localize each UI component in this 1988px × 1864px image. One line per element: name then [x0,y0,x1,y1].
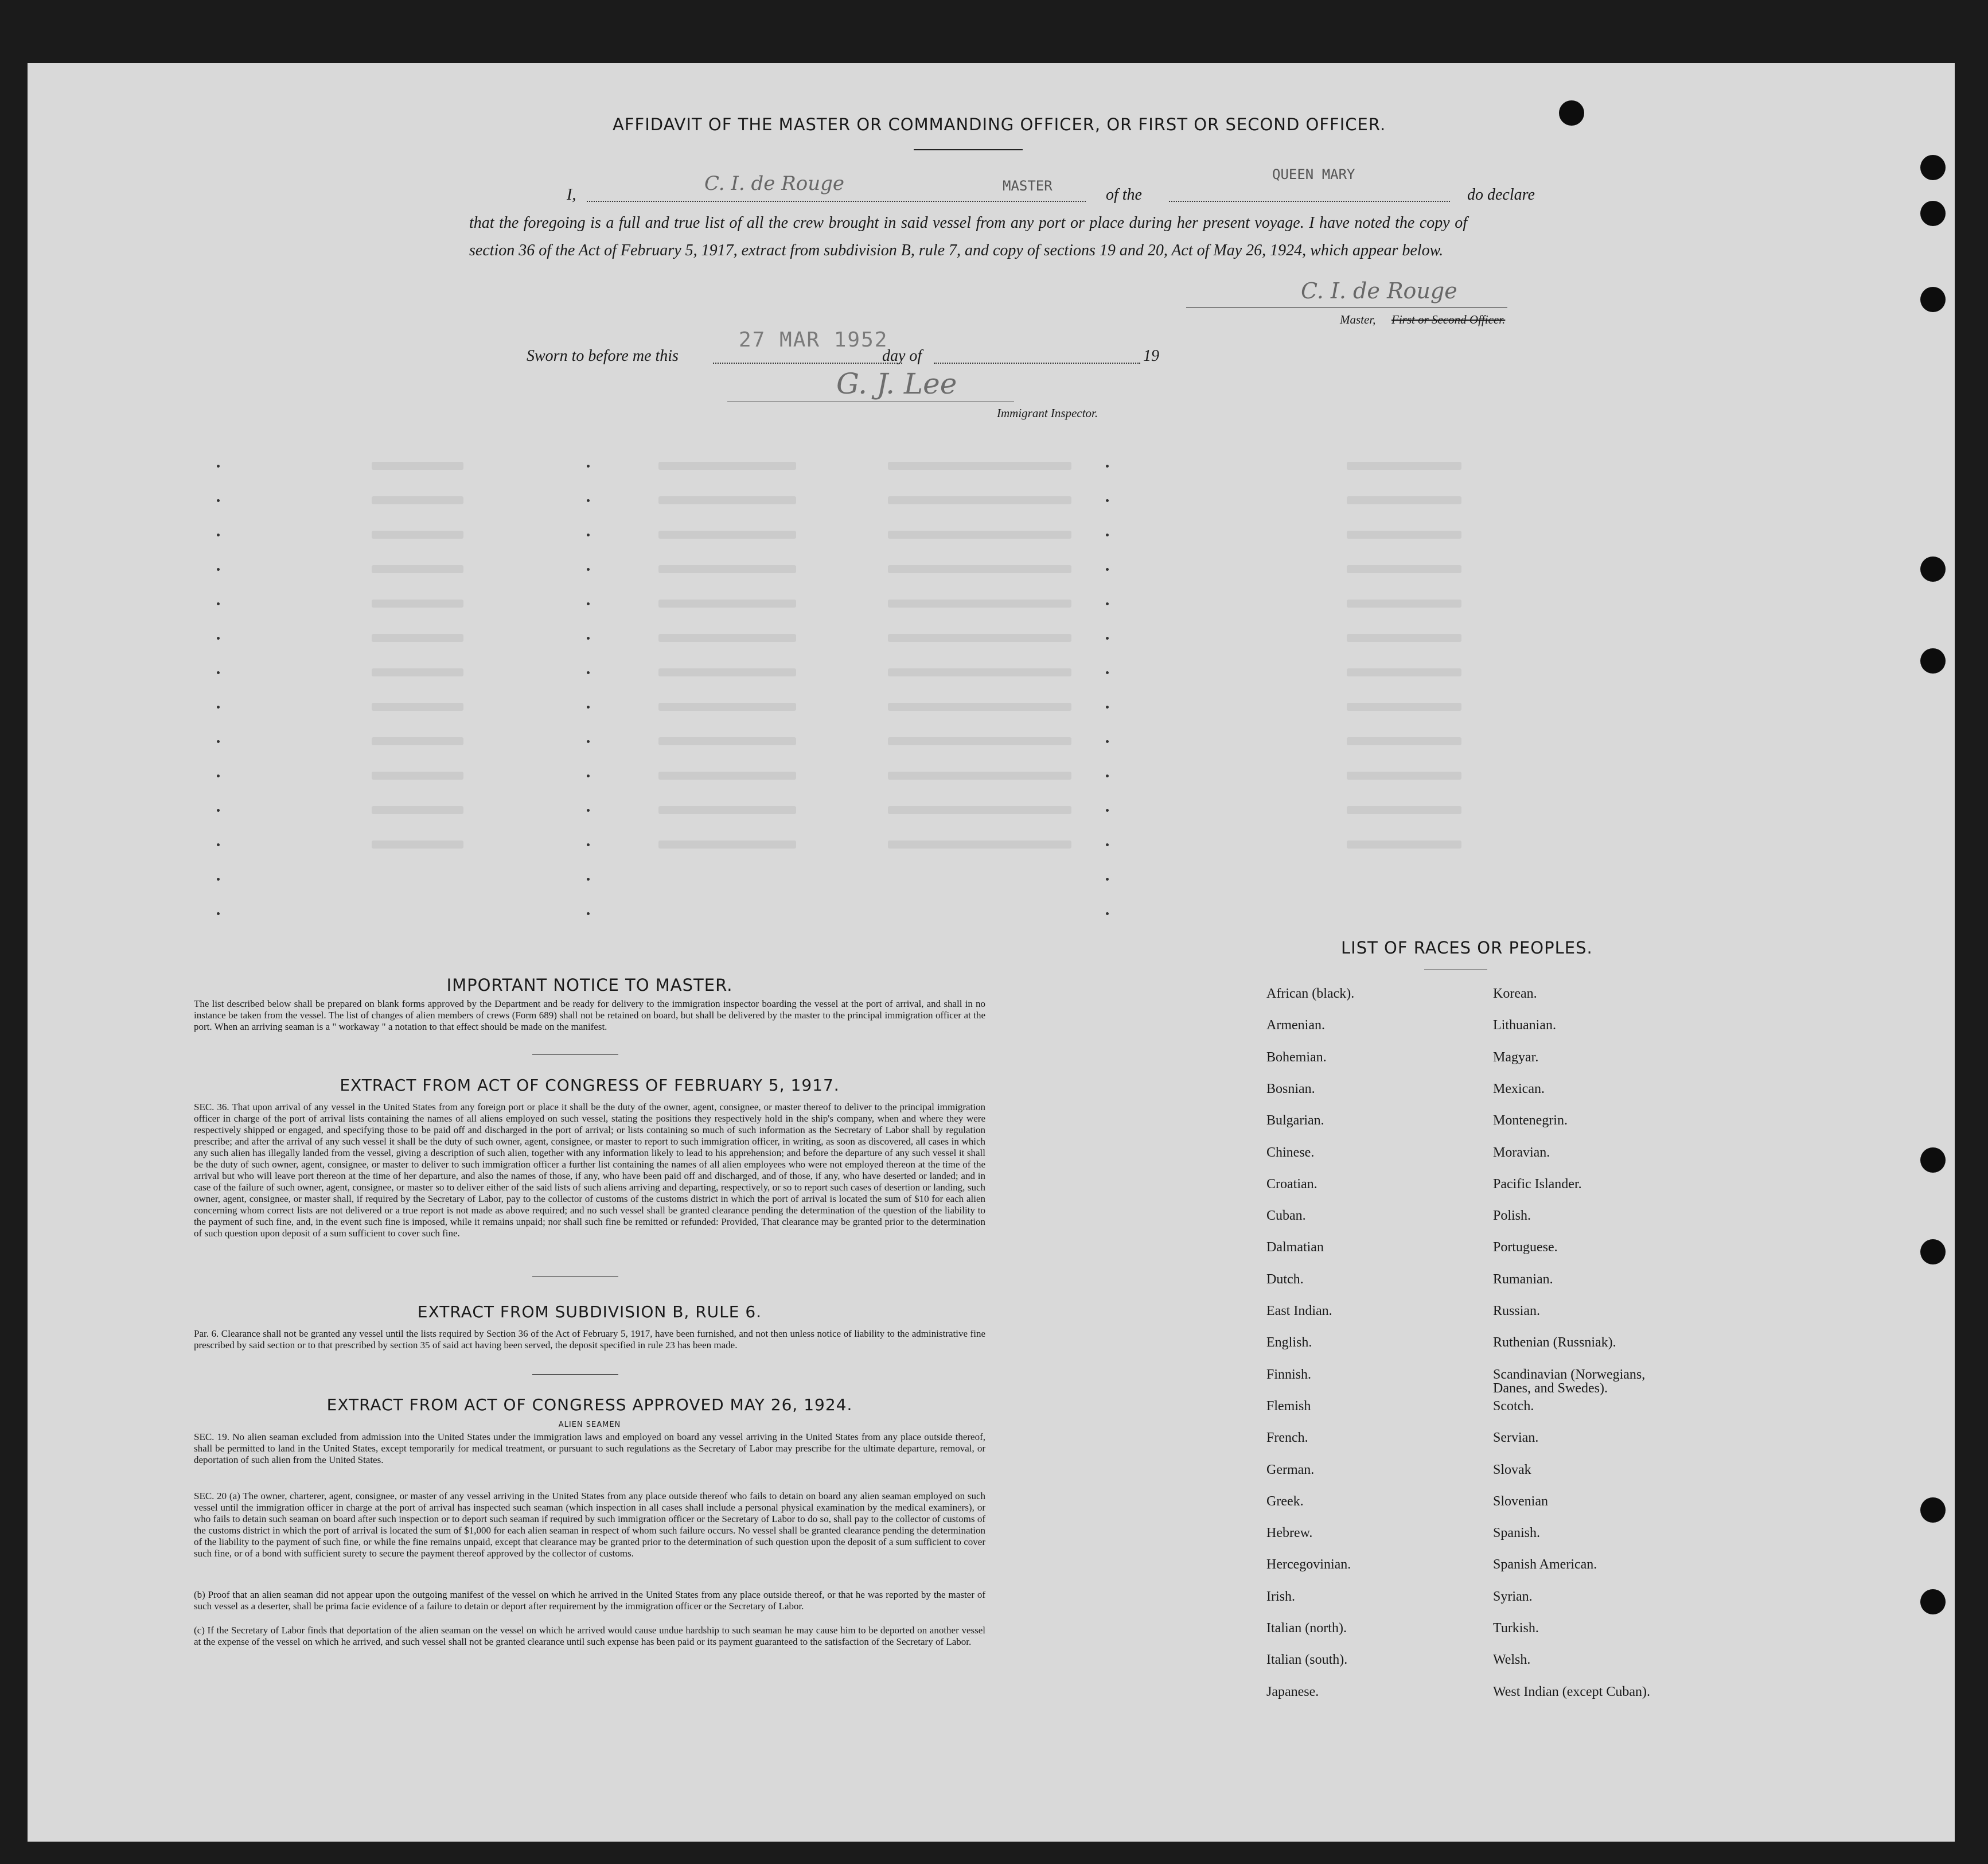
race-item: Magyar. [1493,1049,1539,1065]
master-label: Master, [1340,313,1376,326]
faded-text-band [888,565,1071,573]
faded-text-band [1347,668,1461,676]
faded-text-band [888,531,1071,539]
row-dot-marker [1106,775,1109,777]
race-item: Portuguese. [1493,1240,1558,1255]
race-item: East Indian. [1266,1303,1332,1318]
punch-hole [1920,648,1946,674]
races-title: LIST OF RACES OR PEOPLES. [1341,938,1593,958]
sworn-label: Sworn to before me this [527,347,679,365]
faded-text-band [1347,496,1461,504]
faded-text-band [888,496,1071,504]
row-dot-marker [217,843,220,846]
row-dot-marker [587,878,590,881]
faded-text-band [888,840,1071,849]
row-dot-marker [587,843,590,846]
of-the-label: of the [1106,186,1142,204]
race-item: Hercegovinian. [1266,1557,1351,1573]
typed-vessel-name: QUEEN MARY [1272,166,1355,182]
row-dot-marker [1106,671,1109,674]
master-name-signature: C. I. de Rouge [704,172,845,195]
punch-hole [1920,1589,1946,1614]
faded-text-band [1347,772,1461,780]
race-item: Flemish [1266,1398,1311,1414]
faded-text-band [658,668,796,676]
race-item: French. [1266,1430,1308,1446]
faded-text-band [888,737,1071,745]
faded-text-band [658,496,796,504]
faded-text-band [1347,462,1461,470]
faded-text-band [888,634,1071,642]
sec20c-text: (c) If the Secretary of Labor finds that deportation of the alien seaman on the vessel on which he arrived would cause undue hardship to such seaman he may cause him to be deported on another vessel at the expense of the vessel on which he arrived, and such vessel shall not be granted clearance until such expense has been paid or its payment guaranteed to the satisfaction of the Secretary of Labor. [194,1625,985,1647]
row-dot-marker [217,465,220,468]
name-blank [587,201,1086,202]
sworn-date-blank [713,363,902,364]
row-dot-marker [587,809,590,812]
rule6-text: Par. 6. Clearance shall not be granted any vessel until the lists required by Section 36 of the Act of February 5, 1917, have been furnished, and not then unless notice of liability to the administrative fine prescribed by said section or to that prescribed by section 35 of said act having been served, the deposit specified in rule 23 has been made. [194,1328,985,1351]
race-item: Lithuanian. [1493,1018,1556,1033]
row-dot-marker [217,912,220,915]
notice-text: The list described below shall be prepared on blank forms approved by the Department and be ready for delivery to the immigration inspector boarding the vessel at the port of arrival, and shall in no instance be taken from the vessel. The list of changes of alien members of crews (Form 689) shall not be retained on board, but shall be delivered by the master to the principal immigration officer at the port. When an arriving seaman is a " workaway " a notation to that effect should be made on the manifest. [194,998,985,1032]
race-item: Spanish American. [1493,1557,1597,1573]
race-item: Bohemian. [1266,1049,1327,1065]
faded-text-band [1347,703,1461,711]
race-item: Italian (south). [1266,1652,1348,1668]
row-dot-marker [217,775,220,777]
race-item: Spanish. [1493,1526,1541,1541]
master-signature: C. I. de Rouge [1301,278,1457,303]
race-item: German. [1266,1462,1315,1477]
row-dot-marker [1106,912,1109,915]
row-dot-marker [1106,706,1109,709]
document-sheet [28,63,1955,1842]
row-dot-marker [217,809,220,812]
affidavit-title: AFFIDAVIT OF THE MASTER OR COMMANDING OFFICER, OR FIRST OR SECOND OFFICER. [613,115,1386,134]
punch-hole [1920,201,1946,226]
race-item: Croatian. [1266,1176,1317,1192]
faded-text-band [888,668,1071,676]
faded-text-band [372,840,463,849]
sec20a-text: SEC. 20 (a) The owner, charterer, agent, consignee, or master of any vessel arriving in the United States from any place outside thereof who fails to detain on board any alien seaman employed on such vessel until the immigration officer in charge at the port of arrival has inspected such seaman (which inspection in all cases shall include a personal physical examination by the medical examiners), or who fails to detain such seaman on board after such inspection or to deport such seaman if required by such immigration officer or the Secretary of Labor to do so, shall pay to the collector of customs of the customs district in which the port of arrival is located the sum of $1,000 for each alien seaman in respect of whom such failure occurs. No vessel shall be granted clearance pending the determination of the liability to the payment of such fine, or while the fine remains unpaid, except that clearance may be granted prior to the determination of such question upon the deposit of a sum sufficient to cover such fine, or of a bond with sufficient surety to secure the payment thereof approved by the collector of customs. [194,1491,985,1559]
row-dot-marker [217,602,220,605]
row-dot-marker [587,637,590,640]
day-of-label: day of [882,347,922,365]
race-item: Ruthenian (Russniak). [1493,1335,1616,1351]
faded-text-band [658,565,796,573]
faded-text-band [1347,806,1461,814]
race-item: Pacific Islander. [1493,1176,1582,1192]
race-item: Rumanian. [1493,1271,1553,1287]
do-declare-label: do declare [1467,186,1535,204]
extract-1924-title: EXTRACT FROM ACT OF CONGRESS APPROVED MAY 26, 1924. [326,1395,853,1414]
row-dot-marker [217,740,220,743]
race-item: Bosnian. [1266,1081,1315,1096]
rule6-divider [532,1374,618,1375]
faded-text-band [888,462,1071,470]
row-dot-marker [587,671,590,674]
row-dot-marker [1106,878,1109,881]
faded-text-band [372,634,463,642]
row-dot-marker [1106,740,1109,743]
row-dot-marker [1106,499,1109,502]
race-item: Armenian. [1266,1018,1325,1033]
race-item: Bulgarian. [1266,1113,1324,1128]
faded-text-band [658,531,796,539]
row-dot-marker [217,499,220,502]
race-item: Irish. [1266,1589,1295,1604]
race-item: Montenegrin. [1493,1113,1568,1128]
row-dot-marker [587,534,590,536]
extract-1917-text: SEC. 36. That upon arrival of any vessel in the United States from any foreign port or place it shall be the duty of the owner, agent, consignee, or master thereof to deliver to the principal immigration officer in charge of the port of arrival lists containing the names of all aliens employed on such vessel, stating the positions they respectively hold in the ship's company, when and where they were respectively shipped or engaged, and specifying those to be paid off and discharged in the port of arrival; or lists containing so much of such information as the Secretary of Labor shall by regulation prescribe; and after the arrival of any such vessel it shall be the duty of such owner, agent, consignee, or master to report to such immigration officer, in writing, as soon as discovered, all cases in which any such alien has illegally landed from the vessel, giving a description of such alien, together with any information likely to lead to his apprehension; and before the departure of any such vessel it shall be the duty of such owner, agent, consignee, or master to deliver to such immigration officer a further list containing the names of all alien employees who were not employed thereon at the time of the arrival but who will leave port thereon at the time of her departure, and also the names of those, if any, who have been paid off and discharged, and of those, if any, who have deserted or landed; and in case of the failure of such owner, agent, consignee, or master so to deliver either of the said lists of such aliens arriving and departing, respectively, or so to report such cases of desertion or landing, such owner, agent, consignee, or master shall, if required by the Secretary of Labor, pay to the collector of customs of the customs district in which the port of arrival is located the sum of $10 for each alien concerning whom correct lists are not delivered or a true report is not made as above required; and no such vessel shall be granted clearance pending the determination of the question of the liability to the payment of such fine, and, in the event such fine is imposed, while it remains unpaid; nor shall such fine be remitted or refunded: Provided, That clearance may be granted prior to the determination of such question upon deposit of a sum sufficient to cover such fine. [194,1102,985,1239]
race-item: Hebrew. [1266,1526,1313,1541]
rule6-title: EXTRACT FROM SUBDIVISION B, RULE 6. [417,1302,762,1321]
notice-title: IMPORTANT NOTICE TO MASTER. [446,975,733,995]
row-dot-marker [587,465,590,468]
race-item: West Indian (except Cuban). [1493,1684,1650,1699]
faded-text-band [658,737,796,745]
race-item: Mexican. [1493,1081,1545,1096]
punch-hole [1559,100,1584,126]
faded-text-band [372,806,463,814]
row-dot-marker [1106,465,1109,468]
faded-text-band [1347,737,1461,745]
row-dot-marker [217,878,220,881]
faded-text-band [372,531,463,539]
row-dot-marker [1106,637,1109,640]
race-item: Finnish. [1266,1367,1312,1382]
row-dot-marker [1106,843,1109,846]
race-item: Syrian. [1493,1589,1533,1604]
row-dot-marker [217,637,220,640]
faded-text-band [1347,600,1461,608]
row-dot-marker [587,706,590,709]
date-stamp: 27 MAR 1952 [739,328,888,352]
row-dot-marker [587,775,590,777]
faded-text-band [888,772,1071,780]
punch-hole [1920,1239,1946,1264]
faded-text-band [1347,840,1461,849]
faded-text-band [372,496,463,504]
race-item: Slovenian [1493,1493,1548,1509]
race-item: Greek. [1266,1493,1304,1509]
row-dot-marker [1106,809,1109,812]
race-item: Japanese. [1266,1684,1319,1699]
race-item: Italian (north). [1266,1621,1347,1636]
title-underline [914,149,1023,150]
faded-text-band [658,772,796,780]
race-item: Polish. [1493,1208,1531,1224]
row-dot-marker [587,740,590,743]
race-item: Scandinavian (Norwegians, Danes, and Swedes). [1493,1367,1646,1396]
extract-1917-title: EXTRACT FROM ACT OF CONGRESS OF FEBRUARY 5, 1917. [340,1076,840,1095]
faded-text-band [658,462,796,470]
faded-text-band [372,772,463,780]
race-item: Chinese. [1266,1145,1315,1160]
notice-divider [532,1054,618,1055]
race-item: Dutch. [1266,1271,1304,1287]
row-dot-marker [587,568,590,571]
faded-text-band [372,565,463,573]
row-dot-marker [217,706,220,709]
month-blank [934,363,1140,364]
punch-hole [1920,1497,1946,1523]
inspector-signature: G. J. Lee [836,367,957,400]
row-dot-marker [1106,602,1109,605]
faded-text-band [372,668,463,676]
row-dot-marker [587,912,590,915]
affidavit-body: that the foregoing is a full and true list of all the crew brought in said vessel from any port or place during her present voyage. I have noted the copy of section 36 of the Act of February 5, 1917, extract from subdivision B, rule 7, and copy of sections 19 and 20, Act of May 26, 1924, which appear below. [469,214,1467,259]
punch-hole [1920,557,1946,582]
race-item: Welsh. [1493,1652,1531,1668]
race-item: Turkish. [1493,1621,1539,1636]
alien-seamen-subtitle: ALIEN SEAMEN [558,1421,621,1429]
row-dot-marker [217,534,220,536]
faded-text-band [888,806,1071,814]
inspector-label: Immigrant Inspector. [997,406,1098,420]
race-item: Russian. [1493,1303,1541,1318]
faded-text-band [1347,634,1461,642]
row-dot-marker [217,671,220,674]
faded-text-band [888,600,1071,608]
faded-text-band [658,600,796,608]
struck-officer-label: First or Second Officer. [1391,313,1506,326]
row-dot-marker [587,499,590,502]
sec19-text: SEC. 19. No alien seaman excluded from admission into the United States under the immigration laws and employed on board any vessel arriving in the United States from any place outside thereof, shall be permitted to land in the United States, except temporarily for medical treatment, or pursuant to such regulations as the Secretary of Labor may prescribe for the ultimate departure, removal, or deportation of such alien from the United States. [194,1431,985,1465]
vessel-blank [1169,201,1450,202]
race-item: Servian. [1493,1430,1539,1446]
faded-text-band [888,703,1071,711]
sec20b-text: (b) Proof that an alien seaman did not appear upon the outgoing manifest of the vessel on which he arrived in the United States from any place outside thereof, or that he was reported by the master of such vessel as a deserter, shall be prima facie evidence of a failure to detain or deport after requirement by the immigration officer or the Secretary of Labor. [194,1589,985,1612]
typed-master: MASTER [1003,178,1053,194]
year-label: 19 [1143,347,1159,365]
faded-text-band [372,600,463,608]
faded-text-band [372,737,463,745]
punch-hole [1920,287,1946,312]
race-item: English. [1266,1335,1312,1351]
row-dot-marker [1106,568,1109,571]
row-dot-marker [1106,534,1109,536]
row-dot-marker [217,568,220,571]
faded-text-band [658,634,796,642]
race-item: Moravian. [1493,1145,1550,1160]
faded-text-band [1347,531,1461,539]
race-item: Korean. [1493,986,1537,1001]
race-item: Cuban. [1266,1208,1306,1224]
faded-text-band [372,462,463,470]
faded-text-band [658,703,796,711]
faded-text-band [372,703,463,711]
punch-hole [1920,155,1946,180]
race-item: African (black). [1266,986,1355,1001]
race-item: Slovak [1493,1462,1531,1477]
race-item: Dalmatian [1266,1240,1324,1255]
faded-text-band [658,840,796,849]
faded-text-band [1347,565,1461,573]
faded-text-band [658,806,796,814]
race-item: Scotch. [1493,1398,1534,1414]
affidavit-line1-i: I, [567,186,576,204]
punch-hole [1920,1147,1946,1173]
row-dot-marker [587,602,590,605]
